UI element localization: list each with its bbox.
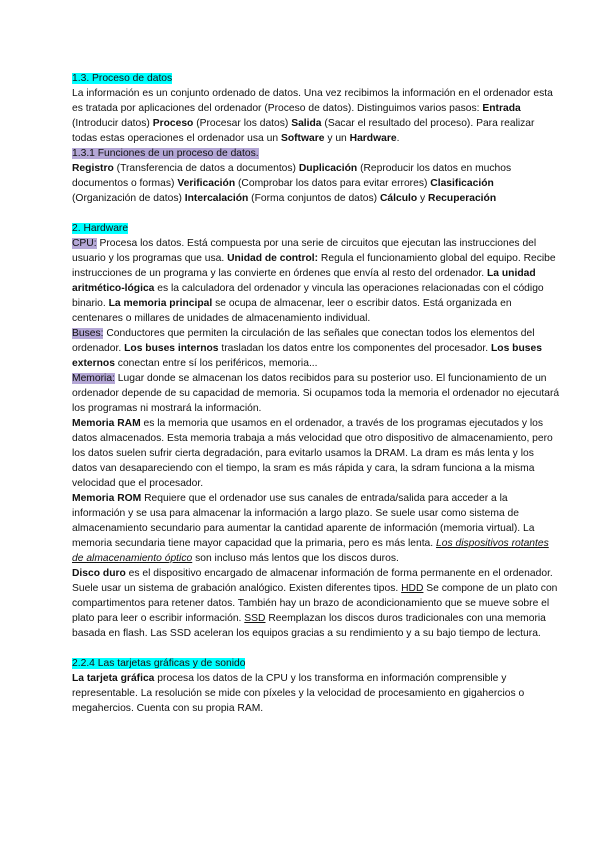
- section-heading-tarjetas: 2.2.4 Las tarjetas gráficas y de sonido: [72, 658, 246, 669]
- spacer: [72, 641, 560, 656]
- paragraph-cpu: CPU: Procesa los datos. Está compuesta por una serie de circuitos que ejecutan las instrucciones del usuario y los programas que usa. Unidad de control: Regula el funcionamiento global del equipo. Recibe instrucciones de un programa y las convierte en órdenes que envía al resto del ordenador. La unidad aritmético-lógica es la calculadora del ordenador y vincula las operaciones relacionadas con el código binario. La memoria principal se ocupa de almacenar, leer o escribir datos. Está organizada en centenares o millares de unidades de almacenamiento individual.: [72, 238, 556, 324]
- paragraph-memoria-rom: Memoria ROM Requiere que el ordenador use sus canales de entrada/salida para acceder a la información y se usa para almacenar la información a largo plazo. Se suele usar como sistema de almacenamiento secundario para aumentar la cantidad aparente de información (memoria virtual). La memoria secundaria tiene mayor capacidad que la primaria, pero es más lenta. Los dispositivos rotantes de almacenamiento óptico son incluso más lentos que los discos duros.: [72, 493, 549, 564]
- section-heading-funciones: 1.3.1 Funciones de un proceso de datos.: [72, 148, 259, 159]
- paragraph-memoria-ram: Memoria RAM es la memoria que usamos en el ordenador, a través de los programas ejecutados y los datos almacenados. Esta memoria trabaja a más velocidad que otro dispositivo de almacenamiento, pero los datos suelen sufrir cierta degradación, para evitarlo usamos la DRAM. La dram es más lenta y los datos van desapareciendo con el tiempo, la sram es más rápida y cara, la sdram funciona a la misma velocidad que el procesador.: [72, 418, 553, 489]
- paragraph-funciones: Registro (Transferencia de datos a documentos) Duplicación (Reproducir los datos en muchos documentos o formas) Verificación (Comprobar los datos para evitar errores) Clasificación (Organización de datos) Intercalación (Forma conjuntos de datos) Cálculo y Recuperación: [72, 163, 512, 204]
- term-memoria: Memoria:: [72, 373, 115, 384]
- paragraph-proceso-datos: La información es un conjunto ordenado de datos. Una vez recibimos la información en el ordenador esta es tratada por aplicaciones del ordenador (Proceso de datos). Distinguimos varios pasos: Entrada (Introducir datos) Proceso (Procesar los datos) Salida (Sacar el resultado del proceso). Para realizar todas estas operaciones el ordenador usa un Software y un Hardware.: [72, 88, 553, 144]
- section-heading-proceso-datos: 1.3. Proceso de datos: [72, 73, 173, 84]
- link-dispositivos-opticos[interactable]: Los dispositivos rotantes de almacenamiento óptico: [72, 538, 549, 564]
- paragraph-memoria: Memoria: Lugar donde se almacenan los datos recibidos para su posterior uso. El funcionamiento de un ordenador depende de su capacidad de memoria. Si ocupamos toda la memoria el ordenador no ejecutará los programas ni mostrará la información.: [72, 373, 560, 414]
- paragraph-tarjeta-grafica: La tarjeta gráfica procesa los datos de la CPU y los transforma en información comprensible y representable. La resolución se mide con píxeles y la velocidad de procesamiento en gigahercios o megahercios. Cuenta con su propia RAM.: [72, 673, 525, 714]
- link-hdd[interactable]: HDD: [401, 583, 424, 594]
- link-ssd[interactable]: SSD: [244, 613, 266, 624]
- spacer: [72, 206, 560, 221]
- paragraph-buses: Buses: Conductores que permiten la circulación de las señales que conectan todos los elementos del ordenador. Los buses internos trasladan los datos entre los componentes del procesador. Los buses externos conectan entre sí los periféricos, memoria...: [72, 328, 542, 369]
- term-buses: Buses:: [72, 328, 104, 339]
- paragraph-disco-duro: Disco duro es el dispositivo encargado de almacenar información de forma permanente en el ordenador. Suele usar un sistema de grabación analógico. Existen diferentes tipos. HDD Se compone de un plato con compartimentos para retener datos. También hay un brazo de acondicionamiento que se mueve sobre el plato para leer o escribir información. SSD Reemplazan los discos duros tradicionales con una memoria basada en flash. Las SSD aceleran los equipos gracias a su rendimiento y a su bajo tiempo de lectura.: [72, 568, 558, 639]
- term-cpu: CPU:: [72, 238, 97, 249]
- section-heading-hardware: 2. Hardware: [72, 223, 129, 234]
